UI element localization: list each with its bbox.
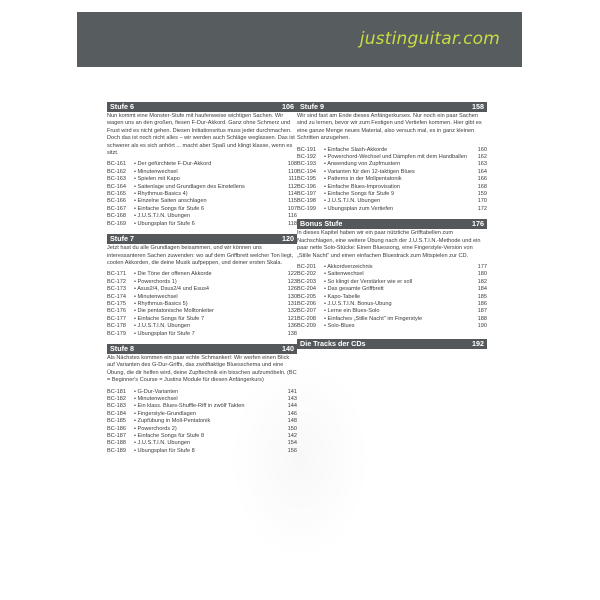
- entry-title: • Fingerstyle-Grundlagen: [134, 410, 196, 417]
- entry-title: • Powerchords 1): [134, 278, 177, 285]
- entry-page-number: 172: [477, 205, 487, 212]
- entry-code: BC-195: [297, 176, 316, 183]
- entry-code: BC-206: [297, 300, 316, 307]
- entry-page-number: 156: [287, 447, 297, 454]
- toc-entry[interactable]: [107, 206, 297, 213]
- entry-page-number: 110: [288, 168, 297, 175]
- entry-code: BC-169: [107, 220, 126, 227]
- toc-entry[interactable]: [297, 308, 487, 315]
- entry-title: • Kapo-Tabelle: [324, 293, 361, 300]
- entry-code: BC-164: [107, 183, 126, 190]
- entry-title: • Powerchord-Wechsel und Dämpfen mit dem Handballen: [324, 154, 468, 161]
- entry-code: BC-192: [297, 154, 316, 161]
- entry-code: BC-161: [107, 161, 126, 168]
- toc-entry[interactable]: [107, 448, 297, 455]
- left-column: [107, 102, 297, 461]
- toc-entry[interactable]: [107, 161, 297, 168]
- entry-page-number: 123: [287, 278, 297, 285]
- entry-page-number: 177: [477, 263, 487, 270]
- entry-page-number: 111: [288, 176, 297, 183]
- entry-code: BC-187: [107, 433, 126, 440]
- entry-page-number: 118: [288, 220, 297, 227]
- entry-page-number: 160: [477, 146, 487, 153]
- entry-code: BC-185: [107, 418, 126, 425]
- section-description: Nun kommt eine Monster-Stufe mit haufenweise wichtigen Sachen. Wir wagen uns an den großen, fiesen F-Dur-Akkord. Ganz ohne Schmerz und Frust wird es nicht gehen. Diesen Initiationsritus muss jeder durchmachen. Doch das ist noch nicht alles – wir werden auch Schläge weglassen. Das ist schwerer als es sich anhört ... macht aber Spaß und klingt klasse, wenn es sitzt.: [107, 113, 295, 157]
- section-header: [297, 219, 487, 229]
- entry-title: • Übungsplan zum Vertiefen: [324, 205, 394, 212]
- entry-page-number: 162: [477, 154, 487, 161]
- tracks-header: [297, 339, 487, 349]
- entry-title: • Einfache Blues-Improvisation: [324, 183, 400, 190]
- toc-entry[interactable]: [107, 396, 297, 403]
- section-description: Jetzt hast du alle Grundlagen beisammen, und wir können uns interessanteren Sachen zuwenden: wo auf dem Griffbrett welcher Ton liegt, coolen Akkorden, die deine Musik aufpeppen, und deiner ersten Skala.: [107, 245, 294, 266]
- entry-code: BC-209: [297, 323, 316, 330]
- entry-title: • Übungsplan für Stufe 6: [134, 220, 195, 227]
- entry-code: BC-203: [297, 278, 316, 285]
- entry-page-number: 146: [287, 410, 297, 417]
- entry-code: BC-193: [297, 161, 316, 168]
- entry-page-number: 190: [477, 323, 487, 330]
- toc-entry[interactable]: [297, 316, 487, 323]
- toc-section: [107, 102, 297, 228]
- toc-entry[interactable]: [297, 279, 487, 286]
- entry-title: • Varianten für den 12-taktigen Blues: [324, 168, 415, 175]
- toc-entry[interactable]: [297, 286, 487, 293]
- entry-title: • Einfaches „Stille Nacht" im Fingerstyle: [324, 315, 423, 322]
- entry-page-number: 136: [287, 323, 297, 330]
- toc-entry[interactable]: [297, 323, 487, 330]
- entry-page-number: 168: [477, 183, 487, 190]
- entry-code: BC-178: [107, 323, 126, 330]
- toc-entry[interactable]: [297, 264, 487, 271]
- toc-entry[interactable]: [297, 154, 487, 161]
- toc-entry[interactable]: [107, 176, 297, 183]
- section-description: In dieses Kapitel haben wir ein paar nützliche Grifftabellen zum Nachschlagen, eine weitere Übung nach der J.U.S.T.I.N.-Methode und ein paar nette Solo-Stücke: Einen Bluessong, eine Fingerstyle-Version von „Stille Nacht" und einen einfachen Bluestrack zum Mitspielen zur CD.: [297, 230, 481, 259]
- entry-title: • J.U.S.T.I.N. Übungen: [324, 198, 381, 205]
- tracks-title: Die Tracks der CDs: [300, 338, 366, 348]
- entry-code: BC-205: [297, 293, 316, 300]
- entry-page-number: 166: [477, 176, 487, 183]
- entry-title: • Rhythmus-Basics 4): [134, 191, 188, 198]
- section-title: Stufe 7: [110, 234, 134, 244]
- toc-entry[interactable]: [107, 418, 297, 425]
- entry-title: • Einfache Songs für Stufe 9: [324, 191, 395, 198]
- entry-title: • Einfache Songs für Stufe 6: [134, 205, 205, 212]
- entry-page-number: 107: [287, 205, 297, 212]
- toc-entry[interactable]: [107, 286, 297, 293]
- entry-title: • Minutenwechsel: [134, 293, 178, 300]
- toc-entry[interactable]: [107, 403, 297, 410]
- entry-title: • J.U.S.T.I.N. Übungen: [134, 440, 191, 447]
- entry-page-number: 164: [477, 168, 487, 175]
- entry-code: BC-188: [107, 440, 126, 447]
- toc-entry[interactable]: [107, 221, 297, 228]
- entry-page-number: 114: [288, 191, 297, 198]
- entry-page-number: 126: [287, 286, 297, 293]
- section-page-number: 106: [282, 102, 294, 111]
- toc-entry[interactable]: [107, 389, 297, 396]
- entry-code: BC-176: [107, 308, 126, 315]
- entry-page-number: 150: [287, 425, 297, 432]
- entry-page-number: 130: [287, 293, 297, 300]
- entry-title: • Der gefürchtete F-Dur-Akkord: [134, 161, 212, 168]
- toc-section: [297, 102, 487, 213]
- section-header: [297, 102, 487, 112]
- toc-entry[interactable]: [107, 271, 297, 278]
- entry-page-number: 148: [287, 418, 297, 425]
- toc-entry[interactable]: [297, 161, 487, 168]
- toc-section: [107, 344, 297, 455]
- entry-page-number: 154: [287, 440, 297, 447]
- entry-page-number: 142: [287, 433, 297, 440]
- entry-page-number: 182: [477, 278, 487, 285]
- section-page-number: 140: [282, 343, 294, 353]
- tracks-section[interactable]: [297, 339, 487, 349]
- entry-title: • Solo-Blues: [324, 323, 355, 330]
- toc-entry[interactable]: [297, 176, 487, 183]
- entry-code: BC-194: [297, 168, 316, 175]
- toc-entry[interactable]: [107, 308, 297, 315]
- toc-entry[interactable]: [297, 169, 487, 176]
- entry-code: BC-191: [297, 146, 316, 153]
- entry-code: BC-168: [107, 213, 126, 220]
- entry-title: • Patterns in der Mollpentatonik: [324, 176, 402, 183]
- entry-title: • Übungsplan für Stufe 8: [134, 447, 195, 454]
- entry-title: • Die pentatonische Molltonleiter: [134, 308, 215, 315]
- entry-page-number: 115: [288, 198, 297, 205]
- toc-entry[interactable]: [297, 191, 487, 198]
- entry-title: • Einfache Slash-Akkorde: [324, 146, 388, 153]
- entry-code: BC-183: [107, 403, 126, 410]
- right-column: [297, 102, 487, 355]
- entry-code: BC-202: [297, 271, 316, 278]
- entry-page-number: 184: [477, 286, 487, 293]
- toc-entry[interactable]: [107, 198, 297, 205]
- toc-entry[interactable]: [107, 191, 297, 198]
- entry-code: BC-179: [107, 330, 126, 337]
- entry-title: • Ein klass. Blues-Shuffle-Riff in zwölf Takten: [134, 403, 245, 410]
- entry-page-number: 185: [477, 293, 487, 300]
- toc-entry[interactable]: [107, 184, 297, 191]
- entry-title: • Einfache Songs für Stufe 7: [134, 315, 205, 322]
- toc-entry[interactable]: [107, 440, 297, 447]
- toc-entry[interactable]: [107, 433, 297, 440]
- entry-title: • Minutenwechsel: [134, 396, 178, 402]
- toc-entry[interactable]: [107, 279, 297, 286]
- entry-page-number: 143: [287, 396, 297, 402]
- entry-page-number: 116: [288, 213, 297, 220]
- site-logo: justinguitar.com: [359, 29, 500, 49]
- entry-page-number: 144: [287, 403, 297, 410]
- entry-title: • Rhythmus-Basics 5): [134, 300, 188, 307]
- entry-page-number: 112: [288, 183, 297, 190]
- entry-code: BC-172: [107, 278, 126, 285]
- section-page-number: 176: [472, 219, 484, 229]
- entry-code: BC-166: [107, 198, 126, 205]
- section-header: [107, 344, 297, 354]
- entry-code: BC-198: [297, 198, 316, 205]
- section-header: [107, 102, 297, 112]
- header-band: [77, 12, 522, 67]
- toc-entry[interactable]: [297, 271, 487, 278]
- section-page-number: 158: [472, 102, 484, 111]
- entry-title: • Saitenlage und Grundlagen des Einstellens: [134, 183, 245, 190]
- entry-code: BC-163: [107, 176, 126, 183]
- toc-entry[interactable]: [297, 184, 487, 191]
- entry-page-number: 131: [287, 300, 297, 307]
- entry-title: • So klingt der Verstärker wie er soll: [324, 278, 413, 285]
- toc-entry[interactable]: [107, 323, 297, 330]
- entry-title: • Einfache Songs für Stufe 8: [134, 433, 205, 440]
- toc-entry[interactable]: [297, 294, 487, 301]
- section-page-number: 120: [282, 234, 294, 244]
- entry-title: • Asus2/4, Dsus2/4 und Esus4: [134, 286, 210, 293]
- entry-code: BC-171: [107, 271, 126, 278]
- entry-page-number: 108: [287, 161, 297, 168]
- entry-title: • Anwendung von Zupfmustern: [324, 161, 401, 168]
- entry-title: • Zupfübung in Moll-Pentatonik: [134, 418, 211, 425]
- entry-code: BC-186: [107, 425, 126, 432]
- toc-entry[interactable]: [107, 331, 297, 338]
- entry-page-number: 122: [287, 271, 297, 278]
- entry-page-number: 132: [287, 308, 297, 315]
- toc-entry[interactable]: [297, 301, 487, 308]
- toc-entry[interactable]: [107, 426, 297, 433]
- entry-page-number: 188: [477, 315, 487, 322]
- entry-title: • J.U.S.T.I.N. Bonus-Übung: [324, 300, 392, 307]
- toc-entry[interactable]: [297, 206, 487, 213]
- entry-code: BC-173: [107, 286, 126, 293]
- entry-code: BC-174: [107, 293, 126, 300]
- toc-section: [297, 219, 487, 330]
- entry-title: • Lerne ein Blues-Solo: [324, 308, 380, 315]
- entry-code: BC-177: [107, 315, 126, 322]
- entry-page-number: 121: [287, 315, 297, 322]
- toc-entry[interactable]: [107, 411, 297, 418]
- toc-entry[interactable]: [107, 294, 297, 301]
- entry-code: BC-207: [297, 308, 316, 315]
- entry-title: • Saitenwechsel: [324, 271, 364, 278]
- entry-code: BC-204: [297, 286, 316, 293]
- entry-title: • Einzelne Saiten anschlagen: [134, 198, 207, 205]
- entry-code: BC-182: [107, 396, 126, 402]
- toc-entry[interactable]: [107, 213, 297, 220]
- entry-code: BC-201: [297, 263, 316, 270]
- entry-code: BC-189: [107, 447, 126, 454]
- entry-title: • G-Dur-Varianten: [134, 388, 179, 395]
- entry-code: BC-184: [107, 410, 126, 417]
- entry-title: • Das gesamte Griffbrett: [324, 286, 384, 293]
- entry-page-number: 170: [477, 198, 487, 205]
- entry-code: BC-199: [297, 205, 316, 212]
- entry-title: • Übungsplan für Stufe 7: [134, 330, 195, 337]
- entry-code: BC-162: [107, 168, 126, 175]
- entry-code: BC-181: [107, 388, 126, 395]
- toc-section: [107, 234, 297, 338]
- section-title: Stufe 6: [110, 102, 134, 111]
- entry-title: • Akkordverzeichnis: [324, 263, 373, 270]
- toc-entry[interactable]: [107, 169, 297, 176]
- section-header: [107, 234, 297, 244]
- entry-code: BC-208: [297, 315, 316, 322]
- entry-title: • Die Töne der offenen Akkorde: [134, 271, 212, 278]
- toc-entry[interactable]: [297, 147, 487, 154]
- entry-page-number: 187: [477, 308, 487, 315]
- entry-code: BC-167: [107, 205, 126, 212]
- entry-title: • J.U.S.T.I.N. Übungen: [134, 323, 191, 330]
- entry-code: BC-165: [107, 191, 126, 198]
- entry-title: • Spielen mit Kapo: [134, 176, 180, 183]
- entry-title: • Minutenwechsel: [134, 168, 178, 175]
- section-title: Stufe 8: [110, 343, 134, 353]
- entry-page-number: 163: [477, 161, 487, 168]
- toc-entry[interactable]: [107, 301, 297, 308]
- section-title: Bonus Stufe: [300, 219, 343, 229]
- entry-title: • J.U.S.T.I.N. Übungen: [134, 213, 191, 220]
- entry-page-number: 141: [287, 388, 297, 395]
- toc-entry[interactable]: [297, 198, 487, 205]
- entry-page-number: 186: [477, 300, 487, 307]
- tracks-page-number: 192: [472, 338, 484, 348]
- section-description: Wir sind fast am Ende dieses Anfängerkurses. Nur noch ein paar Sachen sind zu lernen, bevor wir zum Festigen und Vertiefen kommen. Hier gibt es eine ganze Menge neues Material, also versuch mal, es in ganz kleinen Schritten anzugehen.: [297, 113, 482, 142]
- entry-code: BC-175: [107, 300, 126, 307]
- entry-page-number: 138: [287, 330, 297, 337]
- entry-page-number: 180: [477, 271, 487, 278]
- section-title: Stufe 9: [300, 102, 324, 111]
- entry-title: • Powerchords 2): [134, 425, 177, 432]
- entry-code: BC-197: [297, 191, 316, 198]
- entry-page-number: 159: [477, 191, 487, 198]
- section-description: Als Nächstes kommen ein paar echte Schmankerl: Wir werfen einen Blick auf Varianten des G-Dur-Griffs, das zwölftaktige Bluesschema und eine Übung, die dir helfen wird, deine Zupftechnik ein bisschen aufzumöbeln. (BC = Beginner's Course = Justins Module für diesen Anfängerkurs): [107, 354, 297, 384]
- toc-entry[interactable]: [107, 316, 297, 323]
- entry-code: BC-196: [297, 183, 316, 190]
